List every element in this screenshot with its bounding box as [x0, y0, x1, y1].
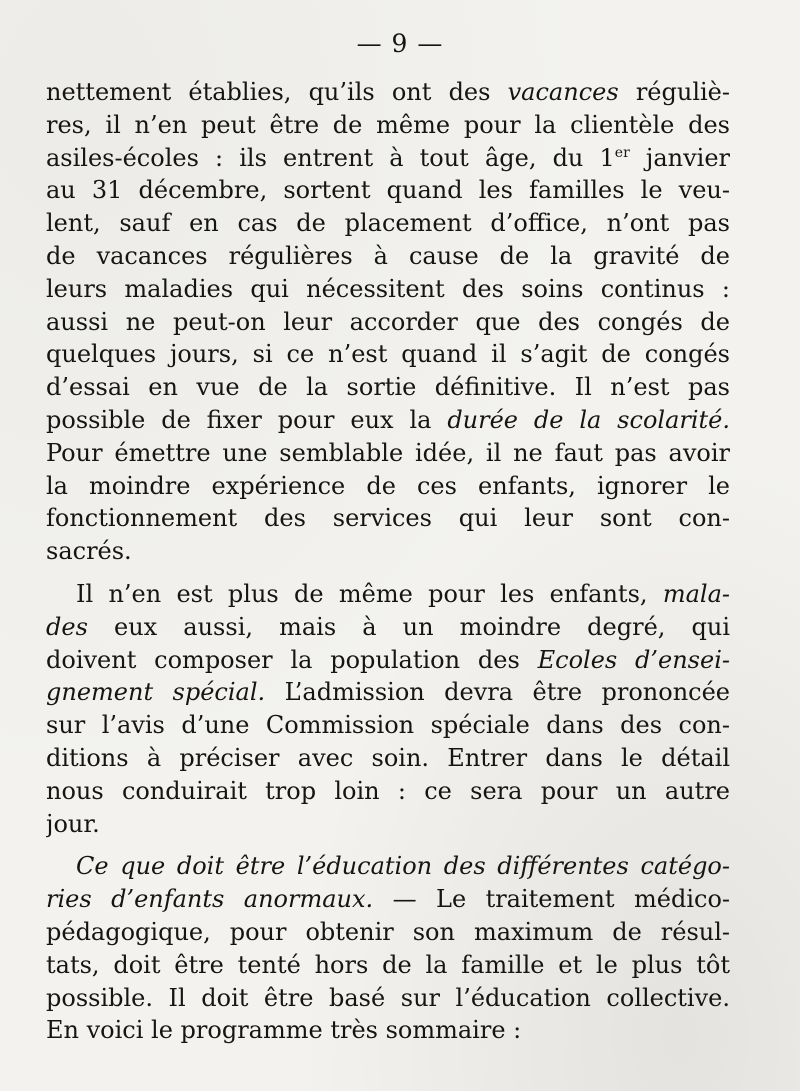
text-line [46, 850, 730, 883]
italic-run: ries d’enfants anormaux. [46, 885, 374, 914]
text-line: Pour émettre une semblable idée, il ne faut pas avoir [46, 438, 730, 467]
text-line [46, 644, 730, 677]
body-text [46, 76, 730, 1047]
text-line: la moindre expérience de ces enfants, ignorer le [46, 471, 730, 500]
text-run: possible de fixer pour eux la [46, 405, 448, 434]
text-line: d’essai en vue de la sortie définitive. Il n’est pas [46, 373, 730, 402]
text-line: possible. Il doit être basé sur l’éducation collective. [46, 983, 730, 1012]
text-run: Il n’en est plus de même pour les enfants, [76, 579, 663, 608]
text-line: de vacances régulières à cause de la gravité de [46, 241, 730, 270]
text-line: tats, doit être tenté hors de la famille et le plus tôt [46, 950, 730, 979]
italic-run: gnement spécial. [46, 678, 266, 707]
text-line: leurs maladies qui nécessitent des soins continus : [46, 274, 730, 303]
paragraph-gap [46, 840, 730, 850]
italic-run: vacances [507, 78, 619, 106]
text-line: quelques jours, si ce n’est quand il s’agit de congés [46, 340, 730, 369]
text-line: jour. [46, 809, 100, 838]
text-line: au 31 décembre, sortent quand les familles le veu- [46, 176, 730, 205]
text-line [46, 76, 730, 109]
text-line [46, 883, 730, 916]
text-line: res, il n’en peut être de même pour la clientèle des [46, 110, 730, 139]
text-line: ditions à préciser avec soin. Entrer dans le détail [46, 743, 730, 772]
text-line: nous conduirait trop loin : ce sera pour un autre [46, 776, 730, 805]
text-run: réguliè- [618, 78, 730, 106]
text-run: doivent composer la population des [46, 645, 538, 674]
paragraph-1 [46, 76, 730, 568]
italic-run: des [46, 612, 88, 641]
text-run: — Le traitement médico- [373, 885, 730, 914]
italic-run: Ecoles d’ensei- [537, 645, 730, 674]
text-line: pédagogique, pour obtenir son maximum de résul- [46, 917, 730, 946]
text-line [46, 676, 730, 709]
italic-run: mala- [662, 579, 730, 608]
superscript: er [614, 144, 630, 161]
text-run: janvier [629, 143, 730, 172]
paragraph-2 [46, 578, 730, 840]
paragraph-gap [46, 568, 730, 578]
paragraph-3 [46, 850, 730, 1047]
text-run: eux aussi, mais à un moindre degré, qui [87, 612, 730, 641]
text-line: sacrés. [46, 537, 132, 566]
text-line [46, 404, 730, 437]
italic-run: durée de la scolarité. [447, 405, 730, 434]
text-line: En voici le programme très sommaire : [46, 1016, 522, 1045]
text-run: L’admission devra être prononcée [265, 678, 730, 707]
page-number: — 9 — [356, 29, 444, 58]
text-run: nettement établies, qu’ils ont des [46, 78, 508, 106]
text-line: aussi ne peut-on leur accorder que des congés de [46, 307, 730, 336]
text-run: asiles-écoles : ils entrent à tout âge, du 1 [46, 143, 615, 172]
text-line [46, 578, 730, 611]
text-line: sur l’avis d’une Commission spéciale dans des con- [46, 711, 730, 740]
text-line: lent, sauf en cas de placement d’office, n’ont pas [46, 209, 730, 238]
text-line: fonctionnement des services qui leur sont con- [46, 504, 730, 533]
text-line [46, 142, 730, 175]
text-line [46, 611, 730, 644]
italic-run: Ce que doit être l’éducation des différentes catégo- [76, 852, 730, 881]
